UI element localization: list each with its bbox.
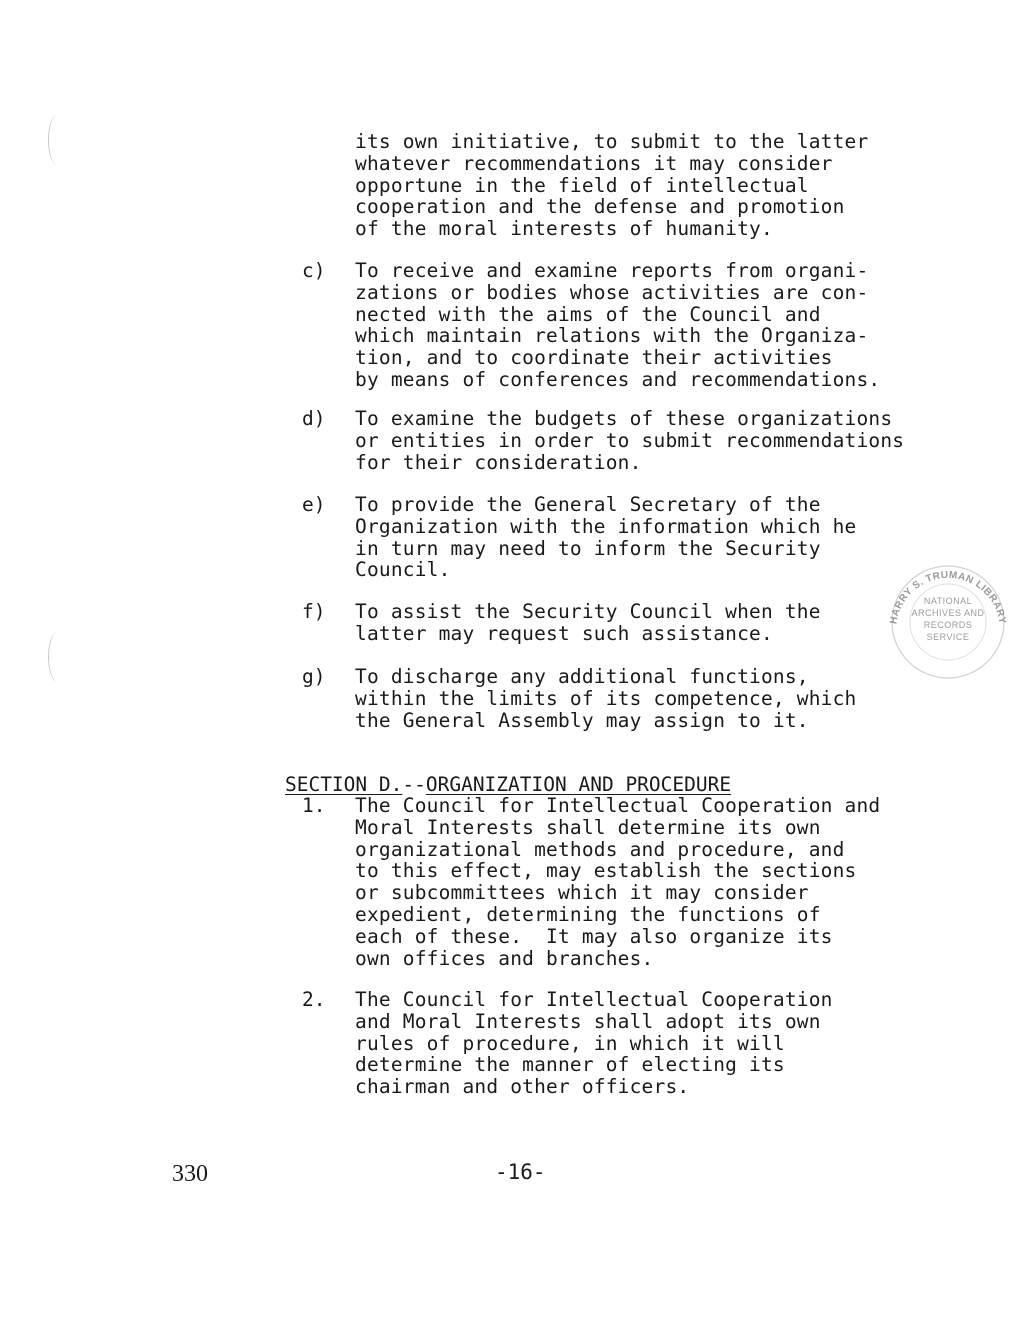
- intro-line: its own initiative, to submit to the latter: [355, 130, 869, 153]
- numbered-line: expedient, determining the functions of: [355, 902, 821, 926]
- numbered-line: The Council for Intellectual Cooperation: [355, 988, 833, 1011]
- item-line: within the limits of its competence, which: [355, 686, 857, 710]
- stamp-line: SERVICE: [926, 632, 970, 642]
- numbered-line: The Council for Intellectual Cooperation and: [355, 794, 881, 817]
- archive-number: 330: [172, 1161, 208, 1187]
- item-marker-d: d): [302, 407, 326, 430]
- item-line: To provide the General Secretary of the: [355, 493, 821, 516]
- item-line: in turn may need to inform the Security: [355, 536, 821, 560]
- intro-line: whatever recommendations it may consider: [355, 151, 833, 175]
- numbered-line: chairman and other officers.: [355, 1075, 690, 1099]
- item-marker-f: f): [302, 600, 326, 623]
- numbered-marker-2: 2.: [302, 988, 326, 1011]
- numbered-line: rules of procedure, in which it will: [355, 1031, 785, 1055]
- item-marker-c: c): [302, 259, 326, 282]
- section-heading-title: ORGANIZATION AND PROCEDURE: [425, 773, 732, 796]
- archive-stamp-icon: [878, 560, 1018, 680]
- item-line: Council.: [355, 558, 451, 582]
- item-f-paragraph: [355, 601, 821, 645]
- item-g-paragraph: [355, 666, 856, 731]
- numbered-line: and Moral Interests shall adopt its own: [355, 1009, 821, 1033]
- item-line: zations or bodies whose activities are con-: [355, 280, 869, 304]
- numbered-line: to this effect, may establish the sections: [355, 859, 857, 883]
- numbered-2-paragraph: [355, 989, 833, 1098]
- page-number: -16-: [495, 1160, 546, 1184]
- section-heading-separator: --: [402, 773, 426, 796]
- item-line: To examine the budgets of these organizations: [355, 407, 893, 430]
- item-line: by means of conferences and recommendations.: [355, 367, 881, 391]
- numbered-line: or subcommittees which it may consider: [355, 881, 809, 905]
- item-line: the General Assembly may assign to it.: [355, 708, 809, 732]
- stamp-line: NATIONAL: [923, 596, 973, 606]
- intro-line: cooperation and the defense and promotion: [355, 195, 845, 219]
- item-line: To assist the Security Council when the: [355, 600, 821, 623]
- item-e-paragraph: [355, 494, 856, 581]
- stamp-line: RECORDS: [923, 620, 973, 630]
- numbered-line: Moral Interests shall determine its own: [355, 815, 821, 839]
- numbered-line: each of these. It may also organize its: [355, 924, 833, 948]
- numbered-1-paragraph: [355, 795, 880, 969]
- item-line: nected with the aims of the Council and: [355, 302, 821, 326]
- item-c-paragraph: [355, 260, 880, 391]
- item-line: To discharge any additional functions,: [355, 665, 809, 688]
- intro-paragraph: [355, 131, 868, 240]
- item-line: Organization with the information which he: [355, 514, 857, 538]
- intro-line: of the moral interests of humanity.: [355, 217, 773, 241]
- numbered-line: determine the manner of electing its: [355, 1053, 785, 1077]
- stamp-line: ARCHIVES AND: [911, 608, 985, 618]
- item-marker-e: e): [302, 493, 326, 516]
- item-line: for their consideration.: [355, 450, 642, 474]
- item-line: which maintain relations with the Organiza-: [355, 324, 869, 348]
- stamp-ring-text: HARRY S. TRUMAN LIBRARY: [888, 569, 1008, 625]
- punch-hole-mark-middle: [48, 632, 67, 682]
- item-line: tion, and to coordinate their activities: [355, 346, 833, 370]
- numbered-line: own offices and branches.: [355, 946, 654, 970]
- punch-hole-mark-top: [48, 115, 67, 165]
- item-line: or entities in order to submit recommendations: [355, 428, 905, 452]
- item-line: latter may request such assistance.: [355, 621, 773, 645]
- item-d-paragraph: [355, 408, 904, 473]
- intro-line: opportune in the field of intellectual: [355, 173, 809, 197]
- numbered-marker-1: 1.: [302, 794, 326, 817]
- item-line: To receive and examine reports from organi-: [355, 259, 869, 282]
- section-heading-label: SECTION D.: [284, 773, 403, 796]
- numbered-line: organizational methods and procedure, and: [355, 837, 845, 861]
- item-marker-g: g): [302, 665, 326, 688]
